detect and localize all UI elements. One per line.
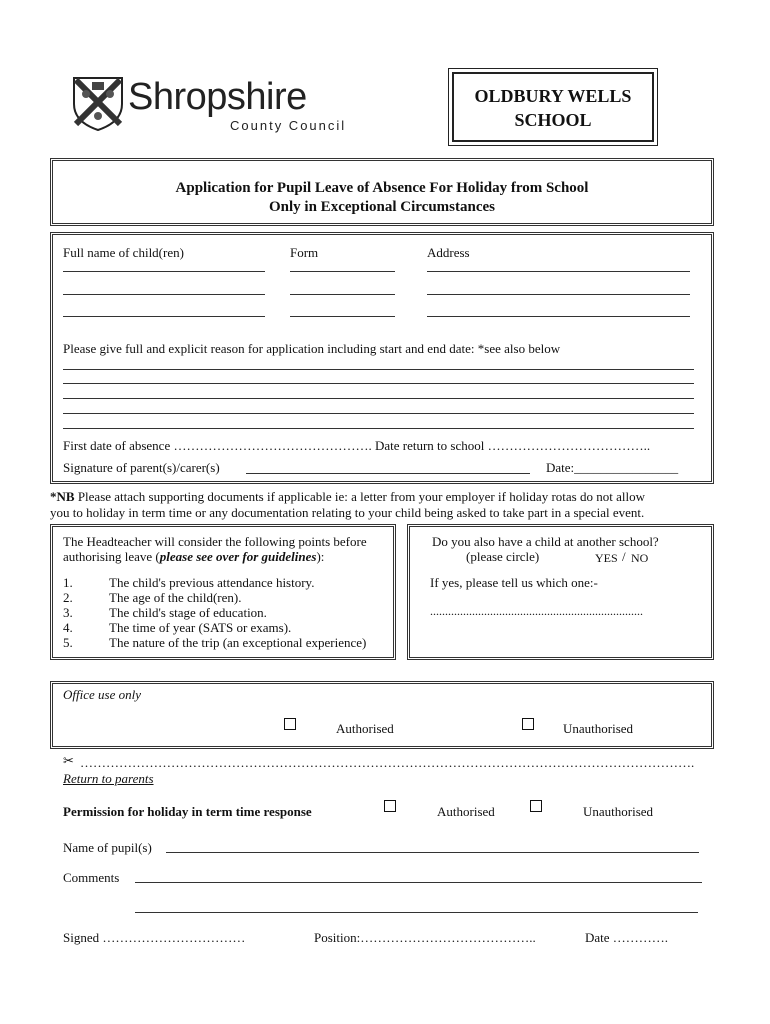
address-header: Address <box>427 245 470 260</box>
child-name-field[interactable] <box>63 271 265 272</box>
logo-name: Shropshire <box>128 76 307 118</box>
criteria-item: 3. <box>63 605 73 620</box>
form-title-line2: Only in Exceptional Circumstances <box>269 199 495 215</box>
comments-field[interactable] <box>135 882 702 883</box>
criteria-item: 5. <box>63 635 73 650</box>
title-box <box>50 158 714 226</box>
form-field[interactable] <box>290 271 395 272</box>
response-date-field[interactable]: Date …………. <box>585 930 669 945</box>
reason-field[interactable] <box>63 428 694 429</box>
office-use-label <box>63 687 141 703</box>
school-name-line1: OLDBURY WELLS <box>474 86 632 106</box>
yes-no-separator: / <box>622 549 626 564</box>
which-school-field[interactable]: ....................................................................... <box>430 604 643 618</box>
signature-field[interactable] <box>246 473 530 474</box>
office-unauthorised-checkbox[interactable] <box>522 718 534 730</box>
form-field[interactable] <box>290 316 395 317</box>
reason-label: Please give full and explicit reason for application including start and end date: *see also below <box>63 341 561 356</box>
response-unauthorised-label: Unauthorised <box>583 804 654 819</box>
office-unauthorised-label: Unauthorised <box>563 721 634 736</box>
reason-field[interactable] <box>63 383 694 384</box>
form-field[interactable] <box>290 294 395 295</box>
office-authorised-checkbox[interactable] <box>284 718 296 730</box>
guidelines-note: please see over for guidelines <box>159 549 317 564</box>
nb-prefix: *NB <box>50 489 75 504</box>
return-text: Return to parents <box>63 771 154 786</box>
reason-field[interactable] <box>63 369 694 370</box>
form-title-line1: Application for Pupil Leave of Absence For Holiday from School <box>175 180 589 196</box>
permission-text: Permission for holiday in term time response <box>63 804 312 819</box>
yes-option[interactable]: YES <box>595 551 618 565</box>
criteria-item-text: The child's previous attendance history. <box>109 575 315 590</box>
criteria-item-text: The nature of the trip (an exceptional experience) <box>109 635 367 650</box>
comments-label: Comments <box>63 870 120 885</box>
criteria-item: 2. <box>63 590 73 605</box>
address-field[interactable] <box>427 271 690 272</box>
criteria-item-text: The child's stage of education. <box>109 605 267 620</box>
child-name-header: Full name of child(ren) <box>63 245 184 260</box>
office-authorised-label: Authorised <box>336 721 394 736</box>
pupil-name-field[interactable] <box>166 852 699 853</box>
criteria-item: 1. <box>63 575 73 590</box>
intro-text: authorising leave ( <box>63 549 160 564</box>
pupil-name-label: Name of pupil(s) <box>63 840 152 855</box>
reason-field[interactable] <box>63 398 694 399</box>
office-use-text: Office use only <box>63 687 141 702</box>
criteria-item-text: The time of year (SATS or exams). <box>109 620 292 635</box>
please-circle-label: (please circle) <box>466 549 540 564</box>
criteria-item: 4. <box>63 620 73 635</box>
headteacher-intro: The Headteacher will consider the following points before <box>63 534 367 549</box>
intro-text: ): <box>316 549 325 564</box>
shropshire-crest-icon <box>72 74 124 132</box>
address-field[interactable] <box>427 294 690 295</box>
scissors-icon: ✂ <box>63 754 74 769</box>
comments-field[interactable] <box>135 912 698 913</box>
school-name-box <box>452 72 654 142</box>
other-school-question: Do you also have a child at another school? <box>432 534 659 549</box>
nb-text: Please attach supporting documents if applicable ie: a letter from your employer if holiday rotas do not allow <box>74 489 645 504</box>
headteacher-intro-2 <box>63 549 324 565</box>
logo-subtitle: County Council <box>230 118 347 133</box>
response-unauthorised-checkbox[interactable] <box>530 800 542 812</box>
nb-note-line2: you to holiday in term time or any documentation relating to your child being asked to take part in a special event. <box>50 505 645 520</box>
response-authorised-label: Authorised <box>437 804 495 819</box>
office-use-box <box>50 681 714 749</box>
address-field[interactable] <box>427 316 690 317</box>
signature-label: Signature of parent(s)/carer(s) <box>63 460 220 475</box>
which-school-label: If yes, please tell us which one:- <box>430 575 598 590</box>
absence-dates-line[interactable]: First date of absence ………………………………………. Date return to school ……………………………….. <box>63 438 651 453</box>
permission-response-label <box>63 804 312 820</box>
form-header: Form <box>290 245 319 260</box>
nb-note <box>50 489 730 505</box>
child-name-field[interactable] <box>63 316 265 317</box>
return-to-parents <box>63 771 154 787</box>
reason-field[interactable] <box>63 413 694 414</box>
no-option[interactable]: NO <box>631 551 649 565</box>
criteria-item-text: The age of the child(ren). <box>109 590 242 605</box>
cut-line: ……………………………………………………………………………………………………………………………. <box>80 755 695 770</box>
date-field[interactable]: Date:________________ <box>546 460 679 475</box>
signed-field[interactable]: Signed …………………………… <box>63 930 246 945</box>
response-authorised-checkbox[interactable] <box>384 800 396 812</box>
child-name-field[interactable] <box>63 294 265 295</box>
position-field[interactable]: Position:………………………………….. <box>314 930 536 945</box>
school-name-line2: SCHOOL <box>514 110 592 130</box>
